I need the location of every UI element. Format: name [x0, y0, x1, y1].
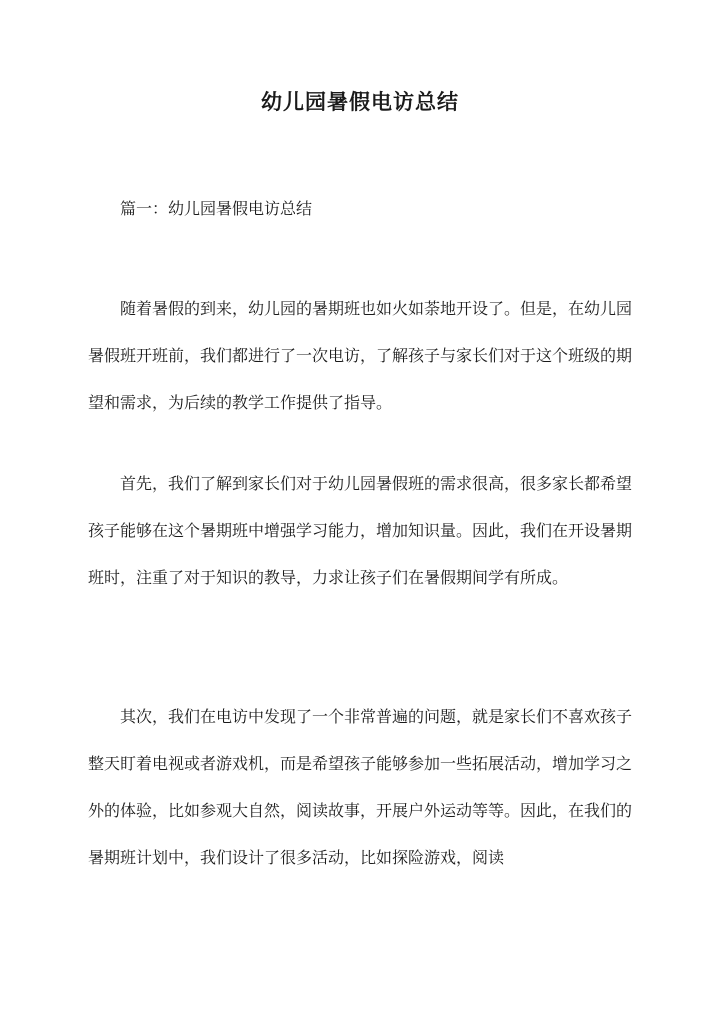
- paragraph-1: 随着暑假的到来，幼儿园的暑期班也如火如荼地开设了。但是，在幼儿园暑假班开班前，我们都进行了一次电访，了解孩子与家长们对于这个班级的期望和需求，为后续的教学工作提供了指导。: [88, 299, 633, 412]
- section-heading: 篇一：幼儿园暑假电访总结: [120, 199, 313, 218]
- paragraph-3: 其次，我们在电访中发现了一个非常普遍的问题，就是家长们不喜欢孩子整天盯着电视或者游戏机，而是希望孩子能够参加一些拓展活动，增加学习之外的体验，比如参观大自然，阅读故事，开展户外运动等等。因此，在我们的暑期班计划中，我们设计了很多活动，比如探险游戏，阅读: [88, 707, 633, 867]
- document-title: 幼儿园暑假电访总结: [261, 89, 459, 114]
- paragraph-2: 首先，我们了解到家长们对于幼儿园暑假班的需求很高，很多家长都希望孩子能够在这个暑期班中增强学习能力，增加知识量。因此，我们在开设暑期班时，注重了对于知识的教导，力求让孩子们在暑假期间学有所成。: [88, 474, 633, 587]
